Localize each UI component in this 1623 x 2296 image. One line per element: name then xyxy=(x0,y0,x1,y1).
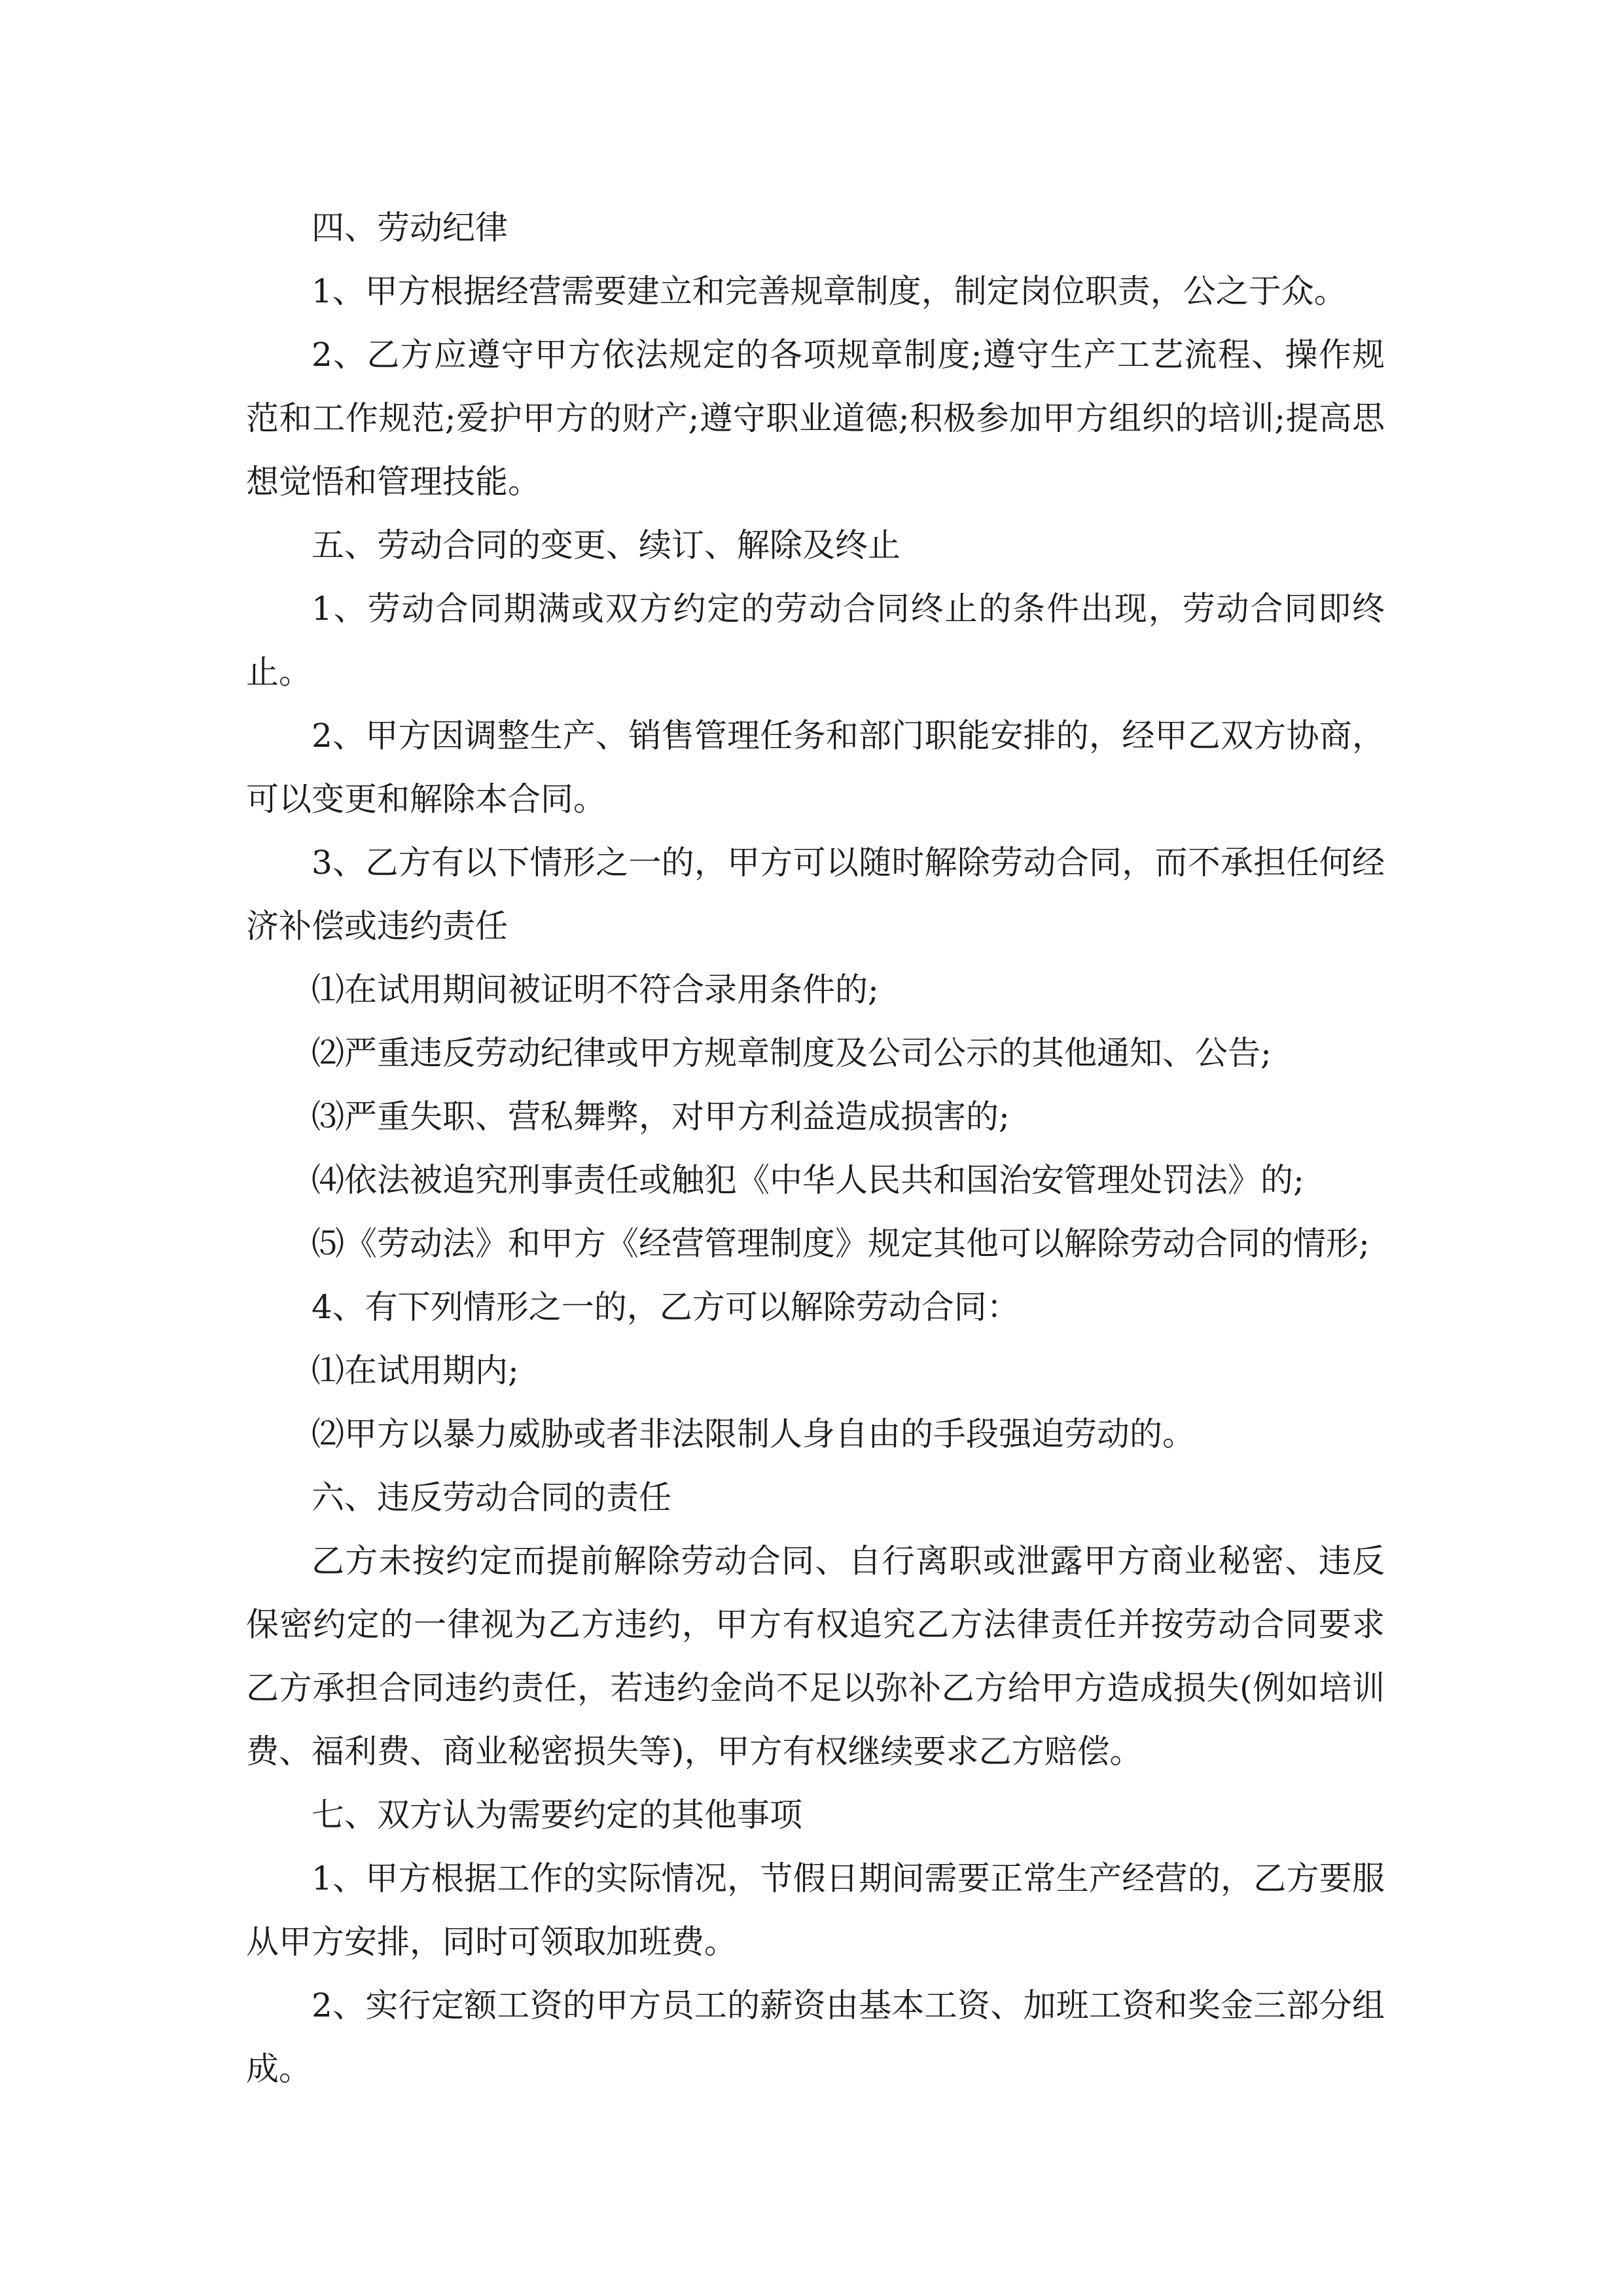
sub-clause-item: ⑸《劳动法》和甲方《经营管理制度》规定其他可以解除劳动合同的情形; xyxy=(312,1225,1370,1263)
clause-paragraph: 2、乙方应遵守甲方依法规定的各项规章制度;遵守生产工艺流程、操作规范和工作规范;爱护甲方的财产;遵守职业道德;积极参加甲方组织的培训;提高思想觉悟和管理技能。 xyxy=(246,336,1385,501)
section-heading-breach-liability: 六、违反劳动合同的责任 xyxy=(312,1479,671,1516)
clause-paragraph: 2、实行定额工资的甲方员工的薪资由基本工资、加班工资和奖金三部分组成。 xyxy=(246,1986,1385,2088)
section-heading-other-matters: 七、双方认为需要约定的其他事项 xyxy=(312,1796,802,1834)
sub-clause-item: ⑵严重违反劳动纪律或甲方规章制度及公司公示的其他通知、公告; xyxy=(312,1034,1272,1072)
section-heading-labor-discipline: 四、劳动纪律 xyxy=(312,209,508,247)
clause-paragraph: 4、有下列情形之一的，乙方可以解除劳动合同： xyxy=(312,1288,1020,1326)
clause-paragraph: 3、乙方有以下情形之一的，甲方可以随时解除劳动合同，而不承担任何经济补偿或违约责任 xyxy=(246,844,1385,945)
sub-clause-item: ⑶严重失职、营私舞弊，对甲方利益造成损害的; xyxy=(312,1098,1010,1136)
clause-paragraph: 1、甲方根据经营需要建立和完善规章制度，制定岗位职责，公之于众。 xyxy=(312,272,1347,310)
section-heading-contract-change: 五、劳动合同的变更、续订、解除及终止 xyxy=(312,526,901,564)
clause-paragraph: 1、劳动合同期满或双方约定的劳动合同终止的条件出现，劳动合同即终止。 xyxy=(246,590,1385,691)
sub-clause-item: ⑵甲方以暴力威胁或者非法限制人身自由的手段强迫劳动的。 xyxy=(312,1415,1195,1453)
clause-paragraph: 1、甲方根据工作的实际情况，节假日期间需要正常生产经营的，乙方要服从甲方安排，同时可领取加班费。 xyxy=(246,1859,1385,1961)
sub-clause-item: ⑷依法被追究刑事责任或触犯《中华人民共和国治安管理处罚法》的; xyxy=(312,1161,1304,1199)
clause-paragraph: 乙方未按约定而提前解除劳动合同、自行离职或泄露甲方商业秘密、违反保密约定的一律视为乙方违约，甲方有权追究乙方法律责任并按劳动合同要求乙方承担合同违约责任，若违约金尚不足以弥补乙方给甲方造成损失(例如培训费、福利费、商业秘密损失等)，甲方有权继续要求乙方赔偿。 xyxy=(246,1542,1385,1770)
document-body xyxy=(246,196,1385,2101)
clause-paragraph: 2、甲方因调整生产、销售管理任务和部门职能安排的，经甲乙双方协商，可以变更和解除本合同。 xyxy=(246,717,1385,818)
sub-clause-item: ⑴在试用期间被证明不符合录用条件的; xyxy=(312,971,879,1009)
sub-clause-item: ⑴在试用期内; xyxy=(312,1352,519,1390)
